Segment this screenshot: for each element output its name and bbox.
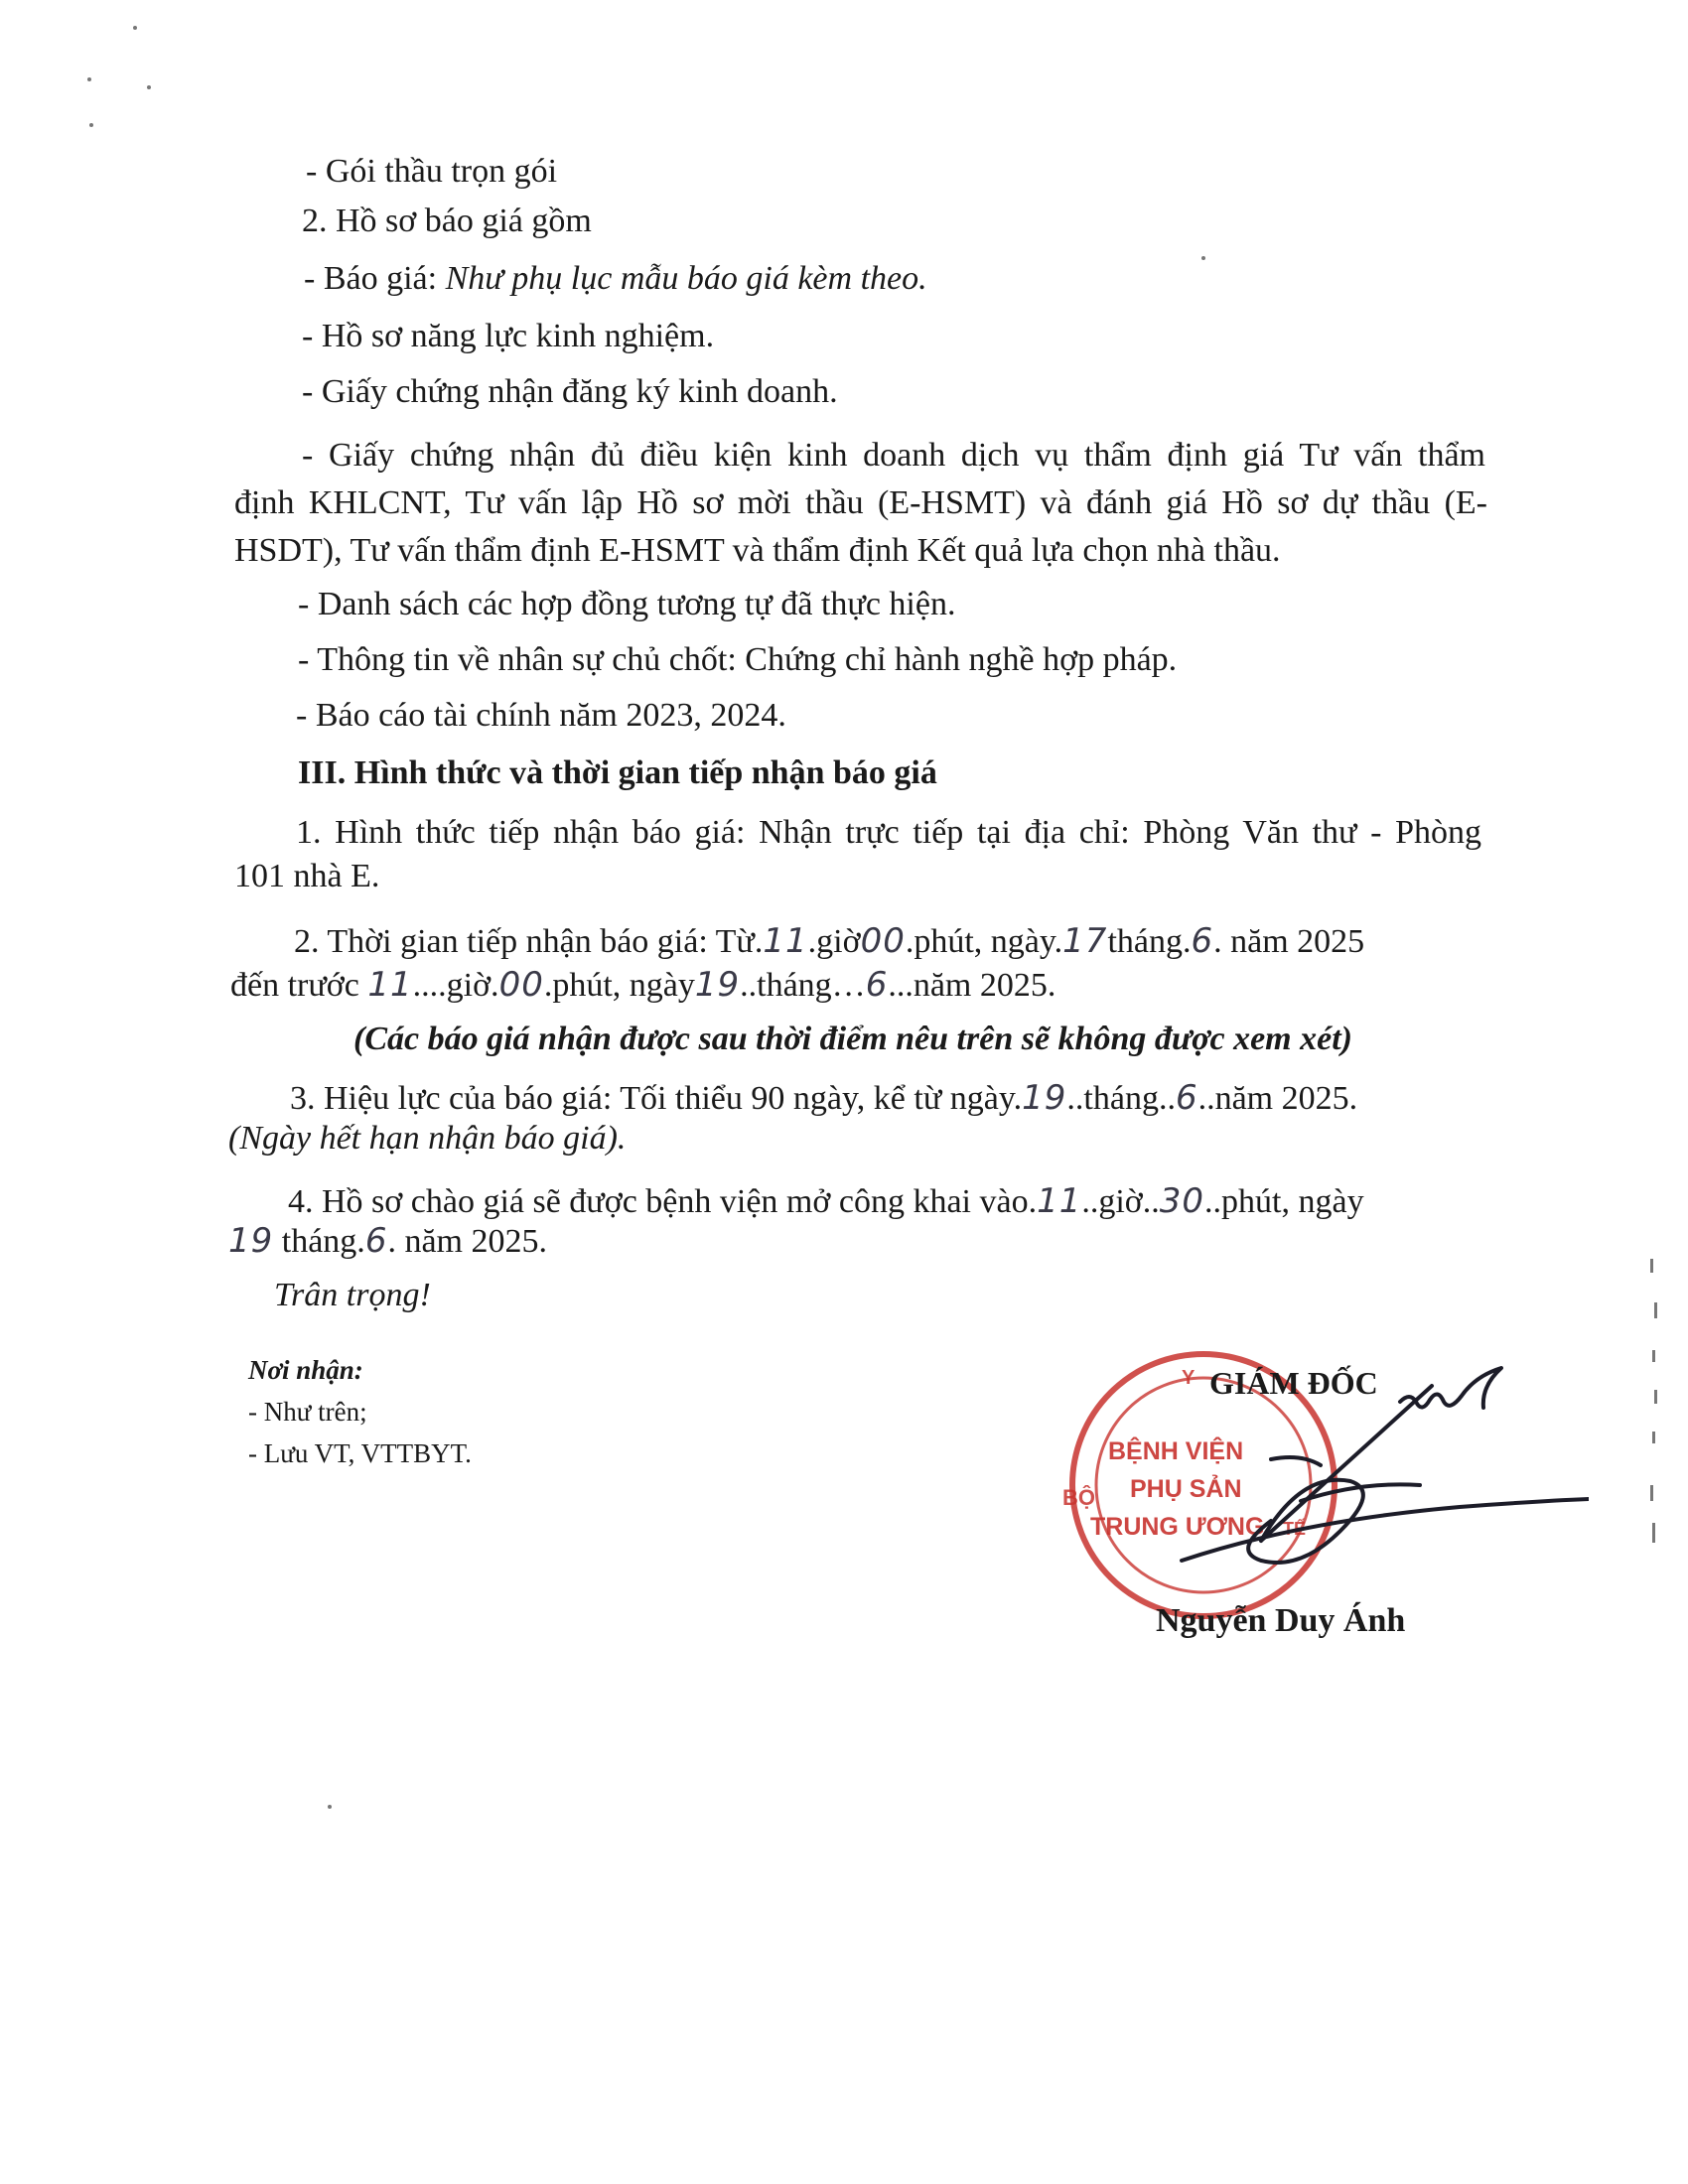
- handwritten-hour: 11: [367, 965, 413, 1005]
- scan-speck: [89, 123, 93, 127]
- recipient-item: - Như trên;: [248, 1397, 367, 1427]
- closing-greeting: Trân trọng!: [274, 1277, 431, 1313]
- scan-edge-mark: [1652, 1523, 1655, 1543]
- text-line-receive-method-2: 101 nhà E.: [234, 858, 380, 894]
- text-line-capability: - Hồ sơ năng lực kinh nghiệm.: [302, 318, 715, 354]
- text-line-receive-time-2: [230, 967, 1055, 1004]
- text: ..tháng…: [740, 967, 866, 1004]
- text-line-cert-3: HSDT), Tư vấn thẩm định E-HSMT và thẩm định Kết quả lựa chọn nhà thầu.: [234, 532, 1281, 569]
- scan-speck: [328, 1805, 332, 1809]
- text: 2. Thời gian tiếp nhận báo giá: Từ.: [294, 923, 764, 960]
- scan-speck: [1201, 256, 1205, 260]
- section-heading-3: III. Hình thức và thời gian tiếp nhận báo giá: [298, 754, 937, 791]
- handwritten-day: 19: [1022, 1078, 1067, 1118]
- handwritten-month: 6: [364, 1221, 388, 1261]
- handwritten-hour: 11: [763, 921, 808, 961]
- scan-edge-mark: [1654, 1390, 1657, 1404]
- signatory-name: Nguyễn Duy Ánh: [1156, 1602, 1406, 1639]
- text: tháng.: [1107, 923, 1192, 960]
- text-line-cert-2: định KHLCNT, Tư vấn lập Hồ sơ mời thầu (E-HSMT) và đánh giá Hồ sơ dự thầu (E-: [234, 484, 1487, 521]
- signatory-role: GIÁM ĐỐC: [1209, 1365, 1378, 1401]
- text-line-financial: - Báo cáo tài chính năm 2023, 2024.: [296, 697, 786, 734]
- text-line-receive-time-1: [294, 923, 1364, 960]
- text: . năm 2025.: [387, 1223, 547, 1260]
- stamp-line-1: BỆNH VIỆN: [1108, 1437, 1244, 1465]
- text-line-opening-1: [288, 1183, 1364, 1220]
- text: ..giờ..: [1081, 1183, 1160, 1220]
- handwritten-month: 6: [865, 965, 889, 1005]
- recipients-title: Nơi nhận:: [248, 1355, 363, 1385]
- text: 4. Hồ sơ chào giá sẽ được bệnh viện mở công khai vào.: [288, 1183, 1038, 1220]
- text: ..tháng..: [1066, 1080, 1176, 1117]
- text-line-personnel: - Thông tin về nhân sự chủ chốt: Chứng chỉ hành nghề hợp pháp.: [298, 641, 1178, 678]
- handwritten-day: 19: [694, 965, 741, 1005]
- scan-speck: [133, 26, 137, 30]
- text: 3. Hiệu lực của báo giá: Tối thiểu 90 ngày, kể từ ngày.: [290, 1080, 1023, 1117]
- text: đến trước: [230, 967, 368, 1004]
- handwritten-signature: [1122, 1342, 1589, 1590]
- scan-edge-mark: [1652, 1350, 1655, 1362]
- handwritten-minute: 00: [498, 965, 544, 1005]
- text-line-contracts: - Danh sách các hợp đồng tương tự đã thực hiện.: [298, 586, 956, 622]
- text: .giờ: [807, 923, 861, 960]
- handwritten-hour: 11: [1037, 1181, 1082, 1221]
- text: ....giờ.: [412, 967, 499, 1004]
- text-line-receive-method-1: 1. Hình thức tiếp nhận báo giá: Nhận trực tiếp tại địa chỉ: Phòng Văn thư - Phòng: [296, 814, 1481, 851]
- text: ..phút, ngày: [1204, 1183, 1364, 1220]
- text-line-quote-docs: 2. Hồ sơ báo giá gồm: [302, 203, 592, 239]
- text: tháng.: [273, 1223, 365, 1260]
- text: ...năm 2025.: [888, 967, 1056, 1004]
- handwritten-minute: 30: [1159, 1181, 1205, 1221]
- quote-template-note: Như phụ lục mẫu báo giá kèm theo.: [445, 260, 927, 297]
- svg-text:TẾ: TẾ: [1283, 1519, 1307, 1539]
- scan-edge-mark: [1650, 1259, 1653, 1273]
- text: ..năm 2025.: [1197, 1080, 1358, 1117]
- handwritten-month: 6: [1175, 1078, 1198, 1118]
- stamp-line-3: TRUNG ƯƠNG: [1090, 1513, 1265, 1541]
- handwritten-day: 19: [228, 1221, 274, 1261]
- text-line-cert-1: - Giấy chứng nhận đủ điều kiện kinh doanh dịch vụ thẩm định giá Tư vấn thẩm: [302, 437, 1485, 474]
- scan-edge-mark: [1652, 1432, 1655, 1443]
- text-line-opening-2: [228, 1223, 547, 1260]
- stamp-line-2: PHỤ SẢN: [1130, 1475, 1242, 1503]
- scan-speck: [147, 85, 151, 89]
- handwritten-month: 6: [1191, 921, 1214, 961]
- text-line-validity-1: [290, 1080, 1357, 1117]
- text: .phút, ngày: [543, 967, 695, 1004]
- handwritten-minute: 00: [860, 921, 906, 961]
- text-line-quote: [304, 260, 927, 297]
- text: .phút, ngày.: [905, 923, 1063, 960]
- late-quote-note: (Các báo giá nhận được sau thời điểm nêu trên sẽ không được xem xét): [353, 1021, 1352, 1057]
- handwritten-day: 17: [1062, 921, 1108, 961]
- scan-edge-mark: [1650, 1485, 1653, 1501]
- text-line-package: - Gói thầu trọn gói: [306, 153, 558, 190]
- svg-text:BỘ: BỘ: [1062, 1485, 1095, 1510]
- recipient-item: - Lưu VT, VTTBYT.: [248, 1438, 472, 1468]
- text-line-business-license: - Giấy chứng nhận đăng ký kinh doanh.: [302, 373, 838, 410]
- svg-text:Y: Y: [1182, 1367, 1196, 1389]
- text-line-validity-2: (Ngày hết hạn nhận báo giá).: [228, 1120, 627, 1157]
- text: . năm 2025: [1213, 923, 1365, 960]
- scan-speck: [87, 77, 91, 81]
- scan-edge-mark: [1654, 1302, 1657, 1318]
- label: - Báo giá:: [304, 260, 446, 297]
